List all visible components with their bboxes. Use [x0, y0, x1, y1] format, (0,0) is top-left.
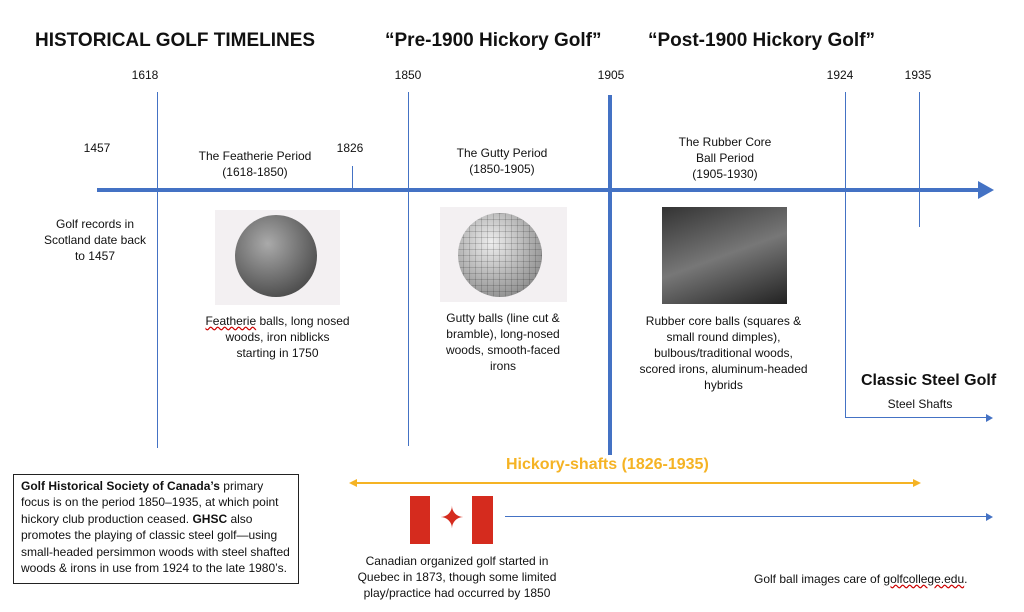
- steel-shafts-label: Steel Shafts: [887, 397, 953, 411]
- gutty-desc: Gutty balls (line cut & bramble), long-nosed woods, smooth-faced irons: [445, 311, 561, 373]
- axis-arrowhead-icon: [978, 181, 994, 199]
- hickory-right-arrowhead-icon: [913, 479, 921, 487]
- year-1850: 1850: [394, 68, 422, 82]
- tick-1826: [352, 166, 353, 190]
- featherie-title: The Featherie Period (1618-1850): [198, 149, 312, 179]
- hickory-label: Hickory-shafts (1826-1935): [506, 456, 709, 473]
- steel-arrow: [845, 417, 987, 418]
- year-1826: 1826: [336, 141, 364, 155]
- classic-steel-title: Classic Steel Golf: [861, 372, 997, 389]
- line-1618: [157, 92, 158, 448]
- image-credit: Golf ball images care of golfcollege.edu.: [754, 572, 968, 586]
- line-1924: [845, 92, 846, 418]
- line-1850: [408, 92, 409, 446]
- steel-arrowhead-icon: [986, 414, 993, 422]
- rubber-core-balls-image: [662, 207, 787, 304]
- gutty-title: The Gutty Period (1850-1905): [456, 146, 548, 176]
- year-1924: 1924: [826, 68, 854, 82]
- featherie-desc: Featherie balls, long nosed woods, iron niblicks starting in 1750: [205, 314, 350, 360]
- canada-arrow: [505, 516, 987, 517]
- gutty-ball-image: [440, 207, 567, 302]
- rubber-core-desc: Rubber core balls (squares & small round dimples), bulbous/traditional woods, scored irons, aluminum-headed hybrids: [639, 314, 808, 392]
- year-1457: 1457: [83, 141, 111, 155]
- line-1935: [919, 92, 920, 227]
- canada-note: Canadian organized golf started in Quebec in 1873, though some limited play/practice had occurred by 1850: [357, 554, 557, 600]
- canada-arrowhead-icon: [986, 513, 993, 521]
- featherie-ball-image: [215, 210, 340, 305]
- line-1905: [608, 95, 612, 455]
- canada-flag-icon: ✦: [410, 496, 493, 544]
- ghsc-info-box: Golf Historical Society of Canada’s primary focus is on the period 1850–1935, at which point hickory club production ceased. GHSC also promotes the playing of classic steel golf—using small-headed persimmon woods with steel shafted woods & irons in use from 1924 to the late 1980’s.: [13, 474, 299, 584]
- credit-link[interactable]: golfcollege.edu: [883, 572, 965, 586]
- early-note: Golf records in Scotland date back to 1457: [43, 217, 147, 263]
- year-1935: 1935: [904, 68, 932, 82]
- hickory-left-arrowhead-icon: [349, 479, 357, 487]
- pre-1900-label: “Pre-1900 Hickory Golf”: [385, 30, 602, 51]
- post-1900-label: “Post-1900 Hickory Golf”: [648, 30, 876, 51]
- year-1618: 1618: [131, 68, 159, 82]
- year-1905: 1905: [597, 68, 625, 82]
- hickory-range-arrow: [356, 482, 914, 484]
- rubber-core-title: The Rubber Core Ball Period (1905-1930): [678, 135, 772, 181]
- page-title: HISTORICAL GOLF TIMELINES: [35, 30, 316, 51]
- main-timeline-axis: [97, 188, 982, 192]
